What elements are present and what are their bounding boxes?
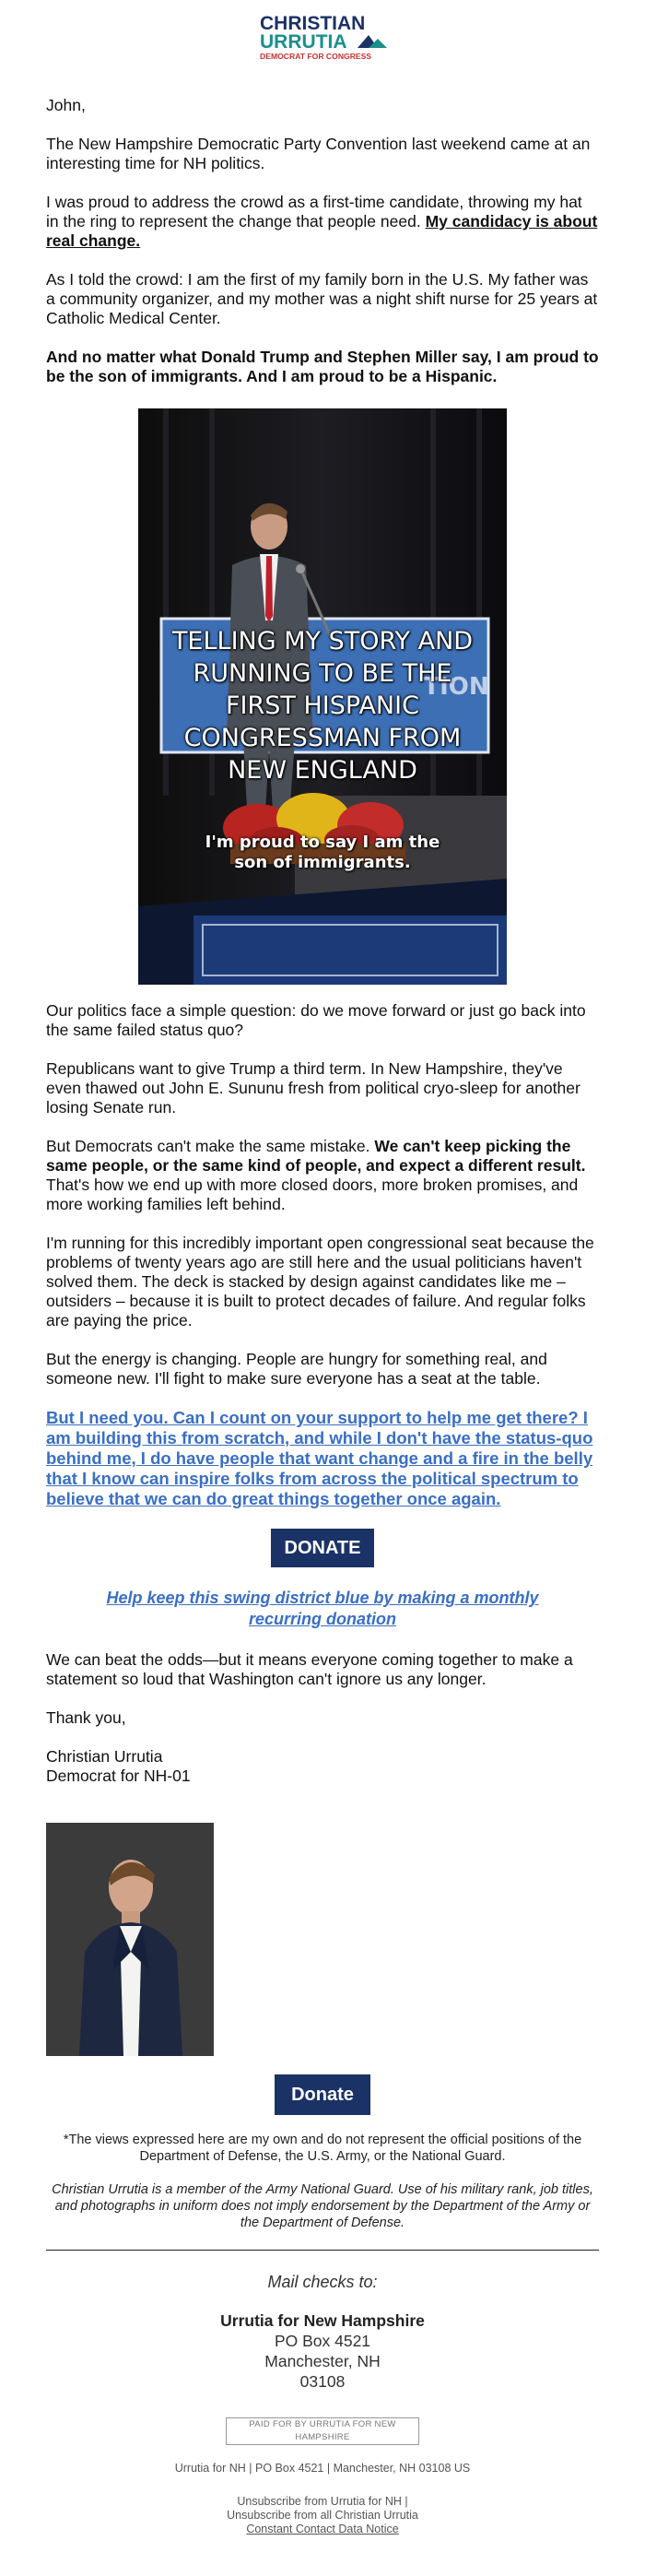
mailing-line-2: Manchester, NH	[264, 2352, 381, 2370]
paragraph-11: We can beat the odds—but it means everyone coming together to make a statement so loud that Washington can't ignore us any longer.	[46, 1650, 573, 1688]
footer-address: Urrutia for NH | PO Box 4521 | Manchester, NH 03108 US	[174, 2462, 471, 2475]
campaign-logo[interactable]	[0, 0, 645, 74]
mailing-name: Urrutia for New Hampshire	[220, 2311, 425, 2330]
paragraph-7	[46, 1137, 599, 1214]
photo-subcaption-line-2: son of immigrants.	[234, 853, 411, 872]
banner-text: TION	[423, 673, 489, 701]
donate-button-secondary[interactable]: Donate	[275, 2074, 370, 2115]
unsubscribe-all-link[interactable]: Unsubscribe from all Christian Urrutia	[227, 2509, 418, 2522]
portrait-scene	[46, 1823, 214, 2056]
sign-off: Thank you,	[46, 1708, 126, 1727]
photo-caption: TELLING MY STORY AND RUNNING TO BE THE FIRST HISPANIC CONGRESSMAN FROM NEW ENGLAND	[171, 627, 474, 785]
mailing-address	[46, 2310, 599, 2392]
logo-mark	[254, 13, 393, 65]
convention-photo[interactable]	[138, 408, 507, 985]
paid-for-notice: PAID FOR BY URRUTIA FOR NEW HAMPSHIRE	[226, 2417, 419, 2445]
paragraph-7-end: That's how we end up with more closed doors, more broken promises, and more working families left behind.	[46, 1176, 579, 1213]
stage-front-banner	[194, 916, 507, 985]
paragraph-2-text: I was proud to address the crowd as a first-time candidate, throwing my hat in the ring to represent the change that people need.	[46, 193, 582, 230]
candidate-portrait[interactable]	[46, 1823, 214, 2056]
paragraph-1: The New Hampshire Democratic Party Convention last weekend came at an interesting time for NH politics.	[46, 135, 591, 172]
views-disclaimer: *The views expressed here are my own and do not represent the official positions of the Department of Defense, the U.S. Army, or the National Guard.	[63, 2133, 582, 2164]
paragraph-3: As I told the crowd: I am the first of my family born in the U.S. My father was a community organizer, and my mother was a night shift nurse for 25 years at Catholic Medical Center.	[46, 270, 598, 327]
photo-subcaption-line-1: I'm proud to say I am the	[205, 833, 440, 852]
paragraph-9: But the energy is changing. People are hungry for something real, and someone new. I'll fight to make sure everyone has a seat at the table.	[46, 1350, 547, 1388]
support-appeal-link[interactable]: But I need you. Can I count on your support to help me get there? I am building this from scratch, and while I don't have the status-quo behind me, I do have people that want change and a fire in the belly that I know can inspire folks from across the political spectrum to believe that we can do great things together once again.	[46, 1408, 593, 1508]
data-notice-link[interactable]: Constant Contact Data Notice	[246, 2523, 399, 2535]
footer-links	[0, 2495, 645, 2536]
logo-line-2: URRUTIA	[260, 31, 347, 53]
paragraph-6: Republicans want to give Trump a third term. In New Hampshire, they've even thawed out John E. Sununu fresh from political cryo-sleep for another losing Senate run.	[46, 1059, 580, 1117]
paragraph-7-start: But Democrats can't make the same mistake.	[46, 1137, 375, 1155]
paragraph-8: I'm running for this incredibly important open congressional seat because the problems of twenty years ago are still here and the usual politicians haven't solved them. The deck is stacked by design against candidates like me – outsiders – because it is built to protect decades of failure. And regular folks are paying the price.	[46, 1234, 594, 1329]
greeting: John,	[46, 96, 86, 114]
donate-button[interactable]: DONATE	[271, 1529, 374, 1567]
guard-disclaimer: Christian Urrutia is a member of the Army National Guard. Use of his military rank, job titles, and photographs in uniform does not imply endorsement by the Department of the Army or the Department of Defense.	[52, 2182, 593, 2230]
unsubscribe-org-link[interactable]: Unsubscribe from Urrutia for NH |	[237, 2495, 408, 2508]
paragraph-4: And no matter what Donald Trump and Stephen Miller say, I am proud to be the son of immigrants. And I am proud to be a Hispanic.	[46, 348, 599, 385]
signature-title: Democrat for NH-01	[46, 1767, 191, 1785]
paragraph-5: Our politics face a simple question: do we move forward or just go back into the same failed status quo?	[46, 1001, 586, 1039]
footer-divider	[46, 2250, 599, 2251]
mailing-line-3: 03108	[299, 2372, 346, 2391]
signature-name: Christian Urrutia	[46, 1747, 163, 1766]
logo-tagline: DEMOCRAT FOR CONGRESS	[260, 52, 372, 61]
photo-subcaption	[138, 833, 507, 873]
logo-line-1: CHRISTIAN	[260, 13, 366, 34]
monthly-donation-link[interactable]: Help keep this swing district blue by making a monthly recurring donation	[106, 1589, 539, 1628]
paragraph-2	[46, 193, 599, 251]
candidacy-emphasis: My candidacy is about real change.	[46, 212, 598, 250]
mailing-line-1: PO Box 4521	[274, 2332, 371, 2350]
mail-checks-title: Mail checks to:	[267, 2273, 378, 2291]
paragraph-7-emphasis: We can't keep picking the same people, or the same kind of people, and expect a different result.	[46, 1137, 586, 1175]
